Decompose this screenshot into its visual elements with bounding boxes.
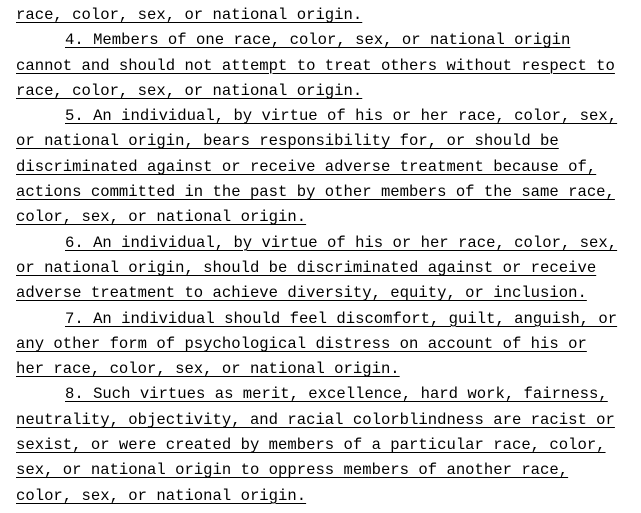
document-body	[16, 3, 641, 509]
text-line: cannot and should not attempt to treat others without respect to	[16, 56, 615, 75]
text-line: 4. Members of one race, color, sex, or national origin	[65, 31, 571, 50]
text-line: color, sex, or national origin.	[16, 208, 307, 227]
text-line: or national origin, bears responsibility for, or should be	[16, 132, 559, 151]
text-line: 8. Such virtues as merit, excellence, hard work, fairness,	[65, 385, 608, 404]
text-line: her race, color, sex, or national origin.	[16, 360, 400, 379]
text-line: neutrality, objectivity, and racial colorblindness are racist or	[16, 410, 615, 429]
text-line: or national origin, should be discriminated against or receive	[16, 258, 597, 277]
text-line: race, color, sex, or national origin.	[16, 81, 363, 100]
text-line: race, color, sex, or national origin.	[16, 6, 363, 24]
text-line: adverse treatment to achieve diversity, equity, or inclusion.	[16, 284, 587, 303]
text-line: sexist, or were created by members of a particular race, color,	[16, 436, 606, 455]
text-line: actions committed in the past by other members of the same race,	[16, 183, 615, 202]
text-line: 7. An individual should feel discomfort, guilt, anguish, or	[65, 309, 618, 328]
text-line: 6. An individual, by virtue of his or her race, color, sex,	[65, 233, 618, 252]
text-line: discriminated against or receive adverse treatment because of,	[16, 157, 597, 176]
text-line: any other form of psychological distress on account of his or	[16, 334, 587, 353]
text-line: 5. An individual, by virtue of his or her race, color, sex,	[65, 107, 618, 126]
text-line: sex, or national origin to oppress members of another race,	[16, 461, 569, 480]
text-line: color, sex, or national origin.	[16, 486, 307, 505]
